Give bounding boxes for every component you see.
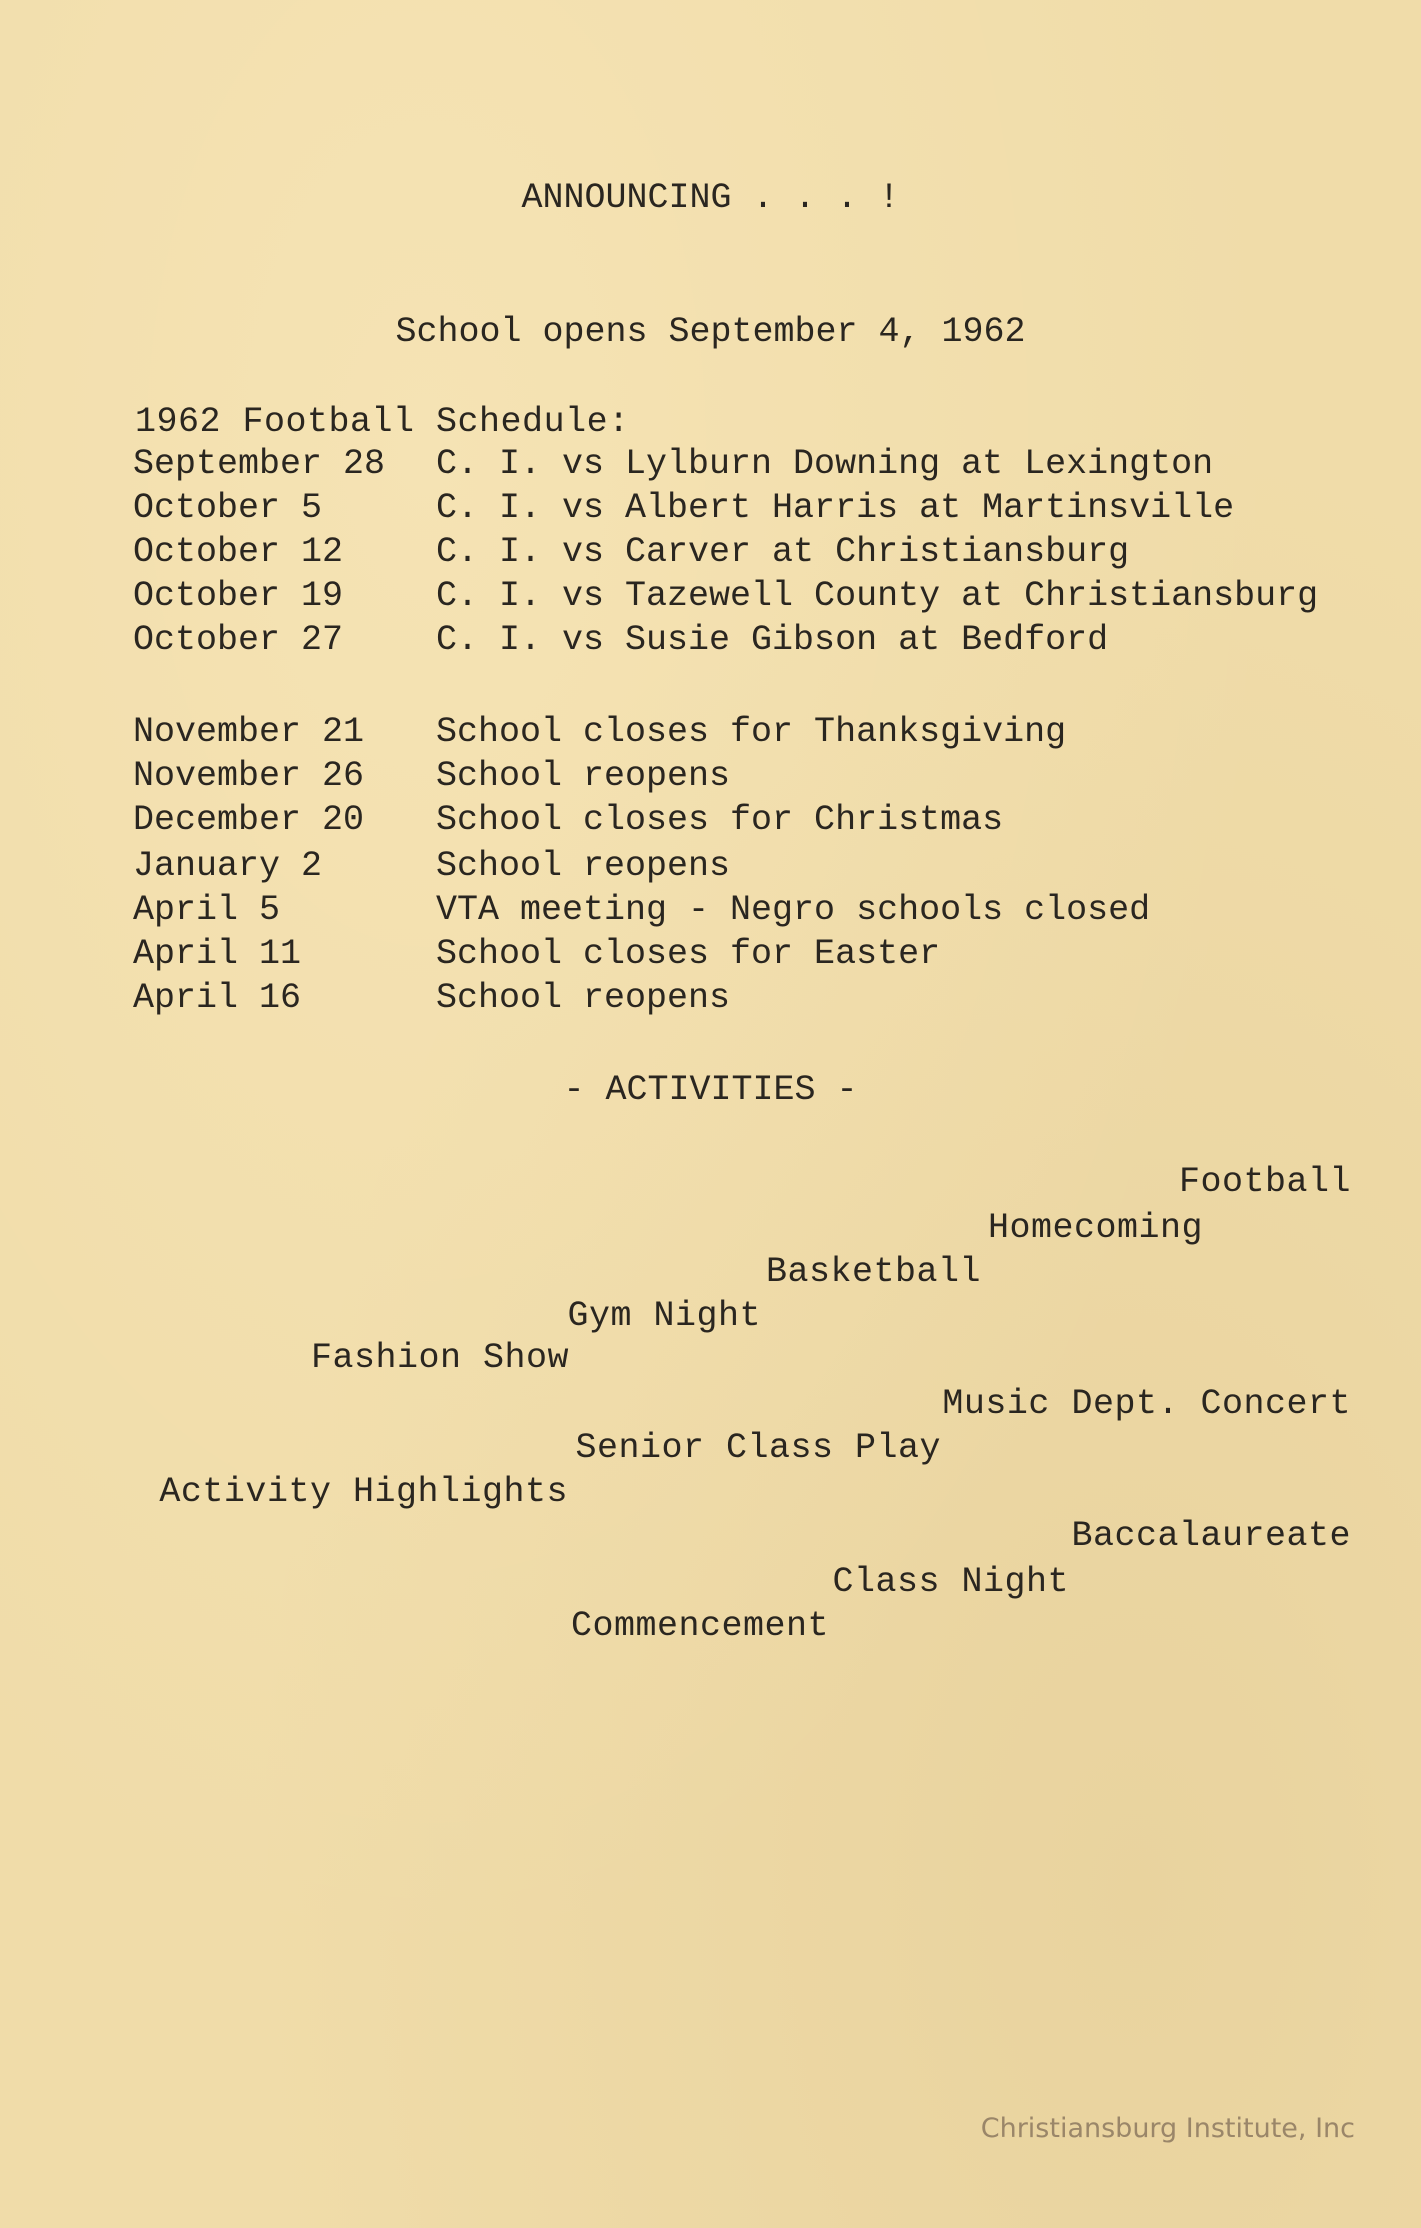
schedule-event: C. I. vs Susie Gibson at Bedford xyxy=(436,620,1109,660)
calendar-date: December 20 xyxy=(133,800,365,840)
activity-item: Commencement xyxy=(570,1606,829,1646)
activity-item: Music Dept. Concert xyxy=(942,1384,1351,1424)
football-schedule-heading: 1962 Football Schedule: xyxy=(135,402,630,442)
school-opens-notice: School opens September 4, 1962 xyxy=(395,312,1026,352)
schedule-date: October 12 xyxy=(133,532,344,572)
activity-item: Basketball xyxy=(765,1252,981,1292)
activity-item: Activity Highlights xyxy=(159,1472,568,1512)
activity-item: Senior Class Play xyxy=(575,1428,941,1468)
activity-item: Baccalaureate xyxy=(1071,1516,1351,1556)
activity-item: Fashion Show xyxy=(310,1338,569,1378)
schedule-date: October 5 xyxy=(133,488,323,528)
calendar-event: School closes for Christmas xyxy=(436,800,1004,840)
archive-watermark: Christiansburg Institute, Inc xyxy=(980,2113,1355,2144)
schedule-event: C. I. vs Tazewell County at Christiansburg xyxy=(436,576,1319,616)
calendar-date: November 26 xyxy=(133,756,365,796)
schedule-date: October 27 xyxy=(133,620,344,660)
calendar-event: School reopens xyxy=(436,846,731,886)
calendar-event: School closes for Easter xyxy=(436,934,941,974)
activity-item: Homecoming xyxy=(987,1208,1203,1248)
calendar-date: April 11 xyxy=(133,934,302,974)
activity-item: Football xyxy=(1178,1162,1351,1202)
schedule-date: October 19 xyxy=(133,576,344,616)
calendar-event: School reopens xyxy=(436,756,731,796)
activities-heading: - ACTIVITIES - xyxy=(563,1070,858,1110)
schedule-date: September 28 xyxy=(133,444,386,484)
schedule-event: C. I. vs Lylburn Downing at Lexington xyxy=(436,444,1214,484)
calendar-event: VTA meeting - Negro schools closed xyxy=(436,890,1151,930)
calendar-date: November 21 xyxy=(133,712,365,752)
calendar-event: School reopens xyxy=(436,978,731,1018)
calendar-date: January 2 xyxy=(133,846,323,886)
activity-item: Class Night xyxy=(832,1562,1069,1602)
schedule-event: C. I. vs Carver at Christiansburg xyxy=(436,532,1130,572)
calendar-date: April 16 xyxy=(133,978,302,1018)
calendar-event: School closes for Thanksgiving xyxy=(436,712,1067,752)
calendar-date: April 5 xyxy=(133,890,281,930)
activity-item: Gym Night xyxy=(567,1296,761,1336)
page-title: ANNOUNCING . . . ! xyxy=(521,178,900,218)
schedule-event: C. I. vs Albert Harris at Martinsville xyxy=(436,488,1235,528)
